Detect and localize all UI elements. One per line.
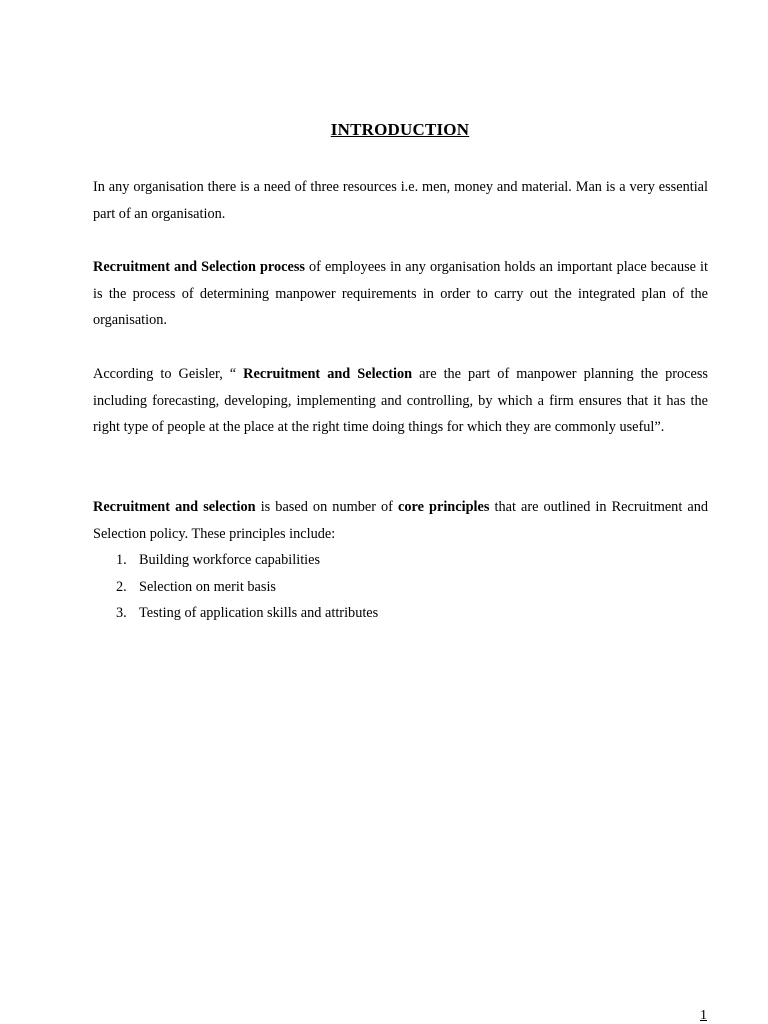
list-item-number: 2. <box>116 578 127 595</box>
list-item-number: 1. <box>116 552 127 568</box>
list-item <box>93 600 693 627</box>
list-item <box>93 574 693 601</box>
bold-term: Recruitment and Selection <box>243 366 413 382</box>
paragraph-text: According to Geisler, “ <box>93 366 244 382</box>
bold-term: Recruitment and selection <box>93 499 256 515</box>
list-item-number: 3. <box>116 605 127 622</box>
bold-term: core principles <box>398 499 490 515</box>
page-number: 1 <box>700 1008 707 1023</box>
paragraph-text: are the part of manpower planning the process including forecasting, developing, implementing and controlling, by which a firm ensures that it has the right type of people at the place at the right time doing things for which they are commonly useful”. <box>93 366 708 436</box>
page-title: INTRODUCTION <box>330 120 470 139</box>
paragraph-text: of employees in any organisation holds an important place because it is the process of determining manpower requirements in order to carry out the integrated plan of the organisation. <box>93 259 708 329</box>
list-item-text: Selection on merit basis <box>139 578 276 595</box>
paragraph-text: that are outlined in Recruitment and Selection policy. These principles include: <box>93 499 709 542</box>
list-item <box>93 547 693 574</box>
list-item-text: Building workforce capabilities <box>139 552 321 568</box>
paragraph-geisler-quote <box>93 361 708 441</box>
principles-list <box>93 547 693 627</box>
paragraph-recruitment-process <box>93 254 708 334</box>
paragraph-resources: In any organisation there is a need of three resources i.e. men, money and material. Man is a very essential part of an organisation. <box>93 179 708 222</box>
list-item-text: Testing of application skills and attributes <box>139 605 379 622</box>
paragraph-text: is based on number of <box>255 499 399 515</box>
bold-term: Recruitment and Selection process <box>93 259 305 275</box>
paragraph-core-principles <box>93 494 708 547</box>
